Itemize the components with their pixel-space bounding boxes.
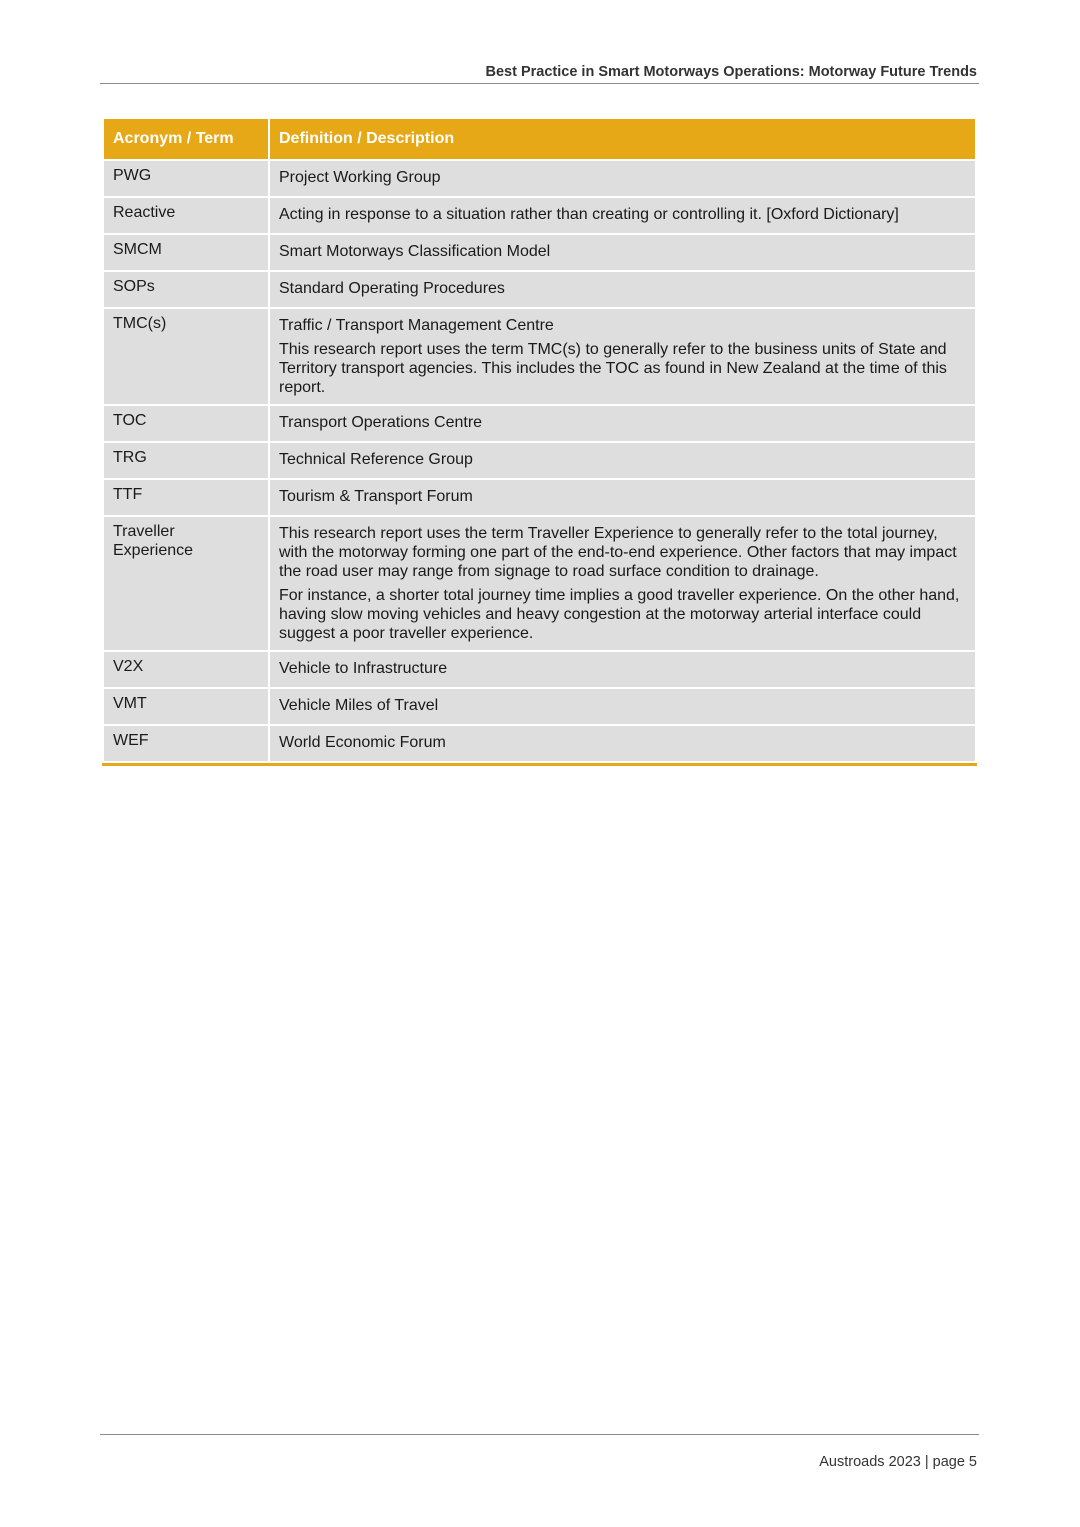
definition-paragraph: World Economic Forum: [279, 734, 446, 751]
definition-paragraph: This research report uses the term TMC(s) to generally refer to the business units of State and Territory transport agencies. This includes the TOC as found in New Zealand at the time of this report.: [279, 341, 947, 396]
page-footer: Austroads 2023 | page 5: [819, 1454, 977, 1470]
table-row: [104, 480, 975, 515]
term-cell: TTF: [104, 480, 268, 515]
definition-paragraph: For instance, a shorter total journey time implies a good traveller experience. On the other hand, having slow moving vehicles and heavy congestion at the motorway arterial interface could suggest a poor traveller experience.: [279, 587, 960, 642]
definition-cell: [270, 309, 975, 404]
term-cell: TRG: [104, 443, 268, 478]
term-cell: Traveller Experience: [104, 517, 268, 650]
term-cell: SMCM: [104, 235, 268, 270]
table-row: [104, 726, 975, 761]
term-cell: WEF: [104, 726, 268, 761]
table-row: [104, 689, 975, 724]
table-row: [104, 272, 975, 307]
table-row: [104, 309, 975, 404]
table-row: [104, 235, 975, 270]
running-header-title: Best Practice in Smart Motorways Operations: Motorway Future Trends: [485, 64, 977, 80]
term-cell: Reactive: [104, 198, 268, 233]
table-row: [104, 406, 975, 441]
table-row: [104, 652, 975, 687]
definition-cell: [270, 443, 975, 478]
footer-divider: [100, 1434, 979, 1435]
header-divider: [100, 83, 979, 84]
definition-paragraph: Standard Operating Procedures: [279, 280, 505, 297]
table-row: [104, 161, 975, 196]
definition-cell: [270, 652, 975, 687]
definition-paragraph: Vehicle Miles of Travel: [279, 697, 439, 714]
definition-paragraph: Project Working Group: [279, 169, 441, 186]
glossary-table: [102, 117, 977, 766]
term-cell: VMT: [104, 689, 268, 724]
definition-cell: [270, 198, 975, 233]
definition-cell: [270, 161, 975, 196]
definition-cell: [270, 480, 975, 515]
column-header-definition: Definition / Description: [270, 119, 975, 159]
definition-cell: [270, 406, 975, 441]
term-cell: PWG: [104, 161, 268, 196]
definition-cell: [270, 689, 975, 724]
definition-paragraph: Technical Reference Group: [279, 451, 473, 468]
definition-paragraph: This research report uses the term Traveller Experience to generally refer to the total journey, with the motorway forming one part of the end-to-end experience. Other factors that may impact the road user may range from signage to road surface condition to drainage.: [279, 525, 957, 580]
definition-cell: [270, 235, 975, 270]
definition-paragraph: Transport Operations Centre: [279, 414, 483, 431]
term-cell: SOPs: [104, 272, 268, 307]
definition-cell: [270, 272, 975, 307]
definition-paragraph: Traffic / Transport Management Centre: [279, 317, 554, 334]
definition-paragraph: Acting in response to a situation rather than creating or controlling it. [Oxford Dictionary]: [279, 206, 899, 223]
definition-paragraph: Tourism & Transport Forum: [279, 488, 473, 505]
table-header-row: [104, 119, 975, 159]
definition-paragraph: Smart Motorways Classification Model: [279, 243, 551, 260]
term-cell: V2X: [104, 652, 268, 687]
term-cell: TOC: [104, 406, 268, 441]
definition-paragraph: Vehicle to Infrastructure: [279, 660, 448, 677]
definition-cell: [270, 517, 975, 650]
table-row: [104, 517, 975, 650]
term-cell: TMC(s): [104, 309, 268, 404]
table-body: [104, 161, 975, 761]
table-row: [104, 198, 975, 233]
column-header-term: Acronym / Term: [104, 119, 268, 159]
table-row: [104, 443, 975, 478]
definition-cell: [270, 726, 975, 761]
